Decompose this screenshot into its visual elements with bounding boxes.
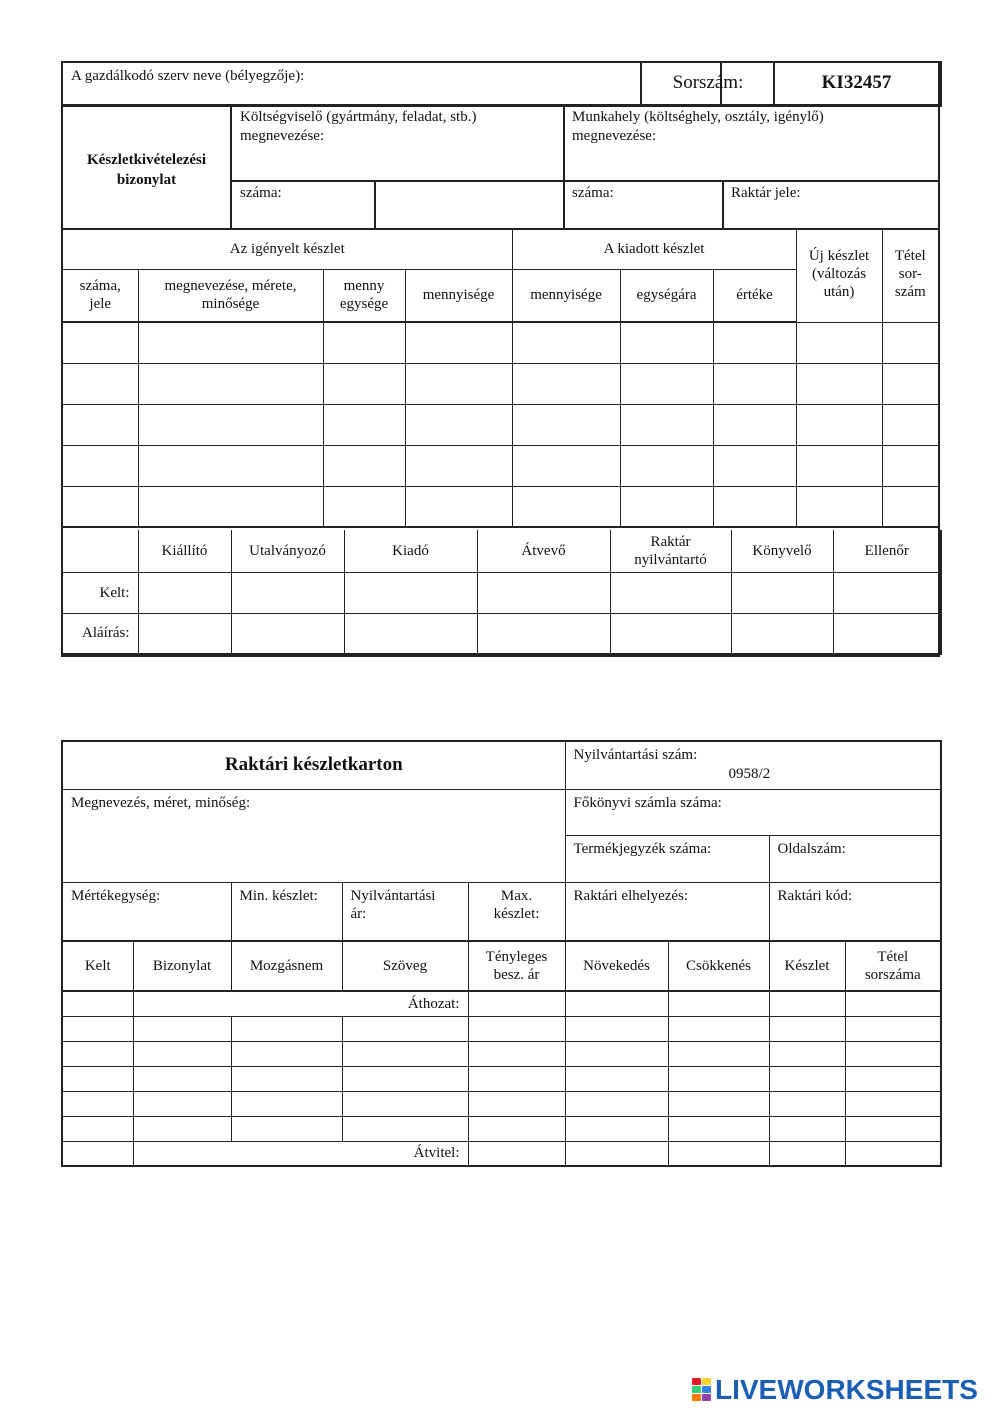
item-cell[interactable] bbox=[138, 486, 323, 527]
item-row bbox=[62, 363, 939, 404]
item-cell[interactable] bbox=[713, 486, 796, 527]
col-megnevezese bbox=[138, 269, 323, 322]
form1-title-line2: bizonylat bbox=[116, 172, 177, 188]
item-cell[interactable] bbox=[405, 404, 512, 445]
ledger-cell[interactable] bbox=[845, 1066, 941, 1091]
logo-text: LIVEWORKSHEETS bbox=[715, 1374, 978, 1405]
munkahely-field[interactable] bbox=[572, 108, 932, 146]
megnevezes-label: Megnevezés, méret, minőség: bbox=[71, 794, 251, 811]
item-cell[interactable] bbox=[620, 404, 713, 445]
raktar-jele-label[interactable]: Raktár jele: bbox=[731, 185, 801, 201]
ledger-cell[interactable] bbox=[62, 1041, 133, 1066]
kelt-cell[interactable] bbox=[138, 572, 231, 613]
item-cell[interactable] bbox=[713, 322, 796, 363]
item-cell[interactable] bbox=[405, 363, 512, 404]
ledger-cell[interactable] bbox=[565, 1116, 668, 1141]
ledger-cell[interactable] bbox=[133, 1091, 231, 1116]
alairas-cell[interactable] bbox=[344, 613, 477, 654]
col-tetel2-2: sorszáma bbox=[864, 967, 921, 983]
form2-ledger-table bbox=[61, 942, 942, 1167]
koltsegvisel-label-2: megnevezése: bbox=[240, 128, 325, 144]
item-cell[interactable] bbox=[512, 322, 620, 363]
item-cell[interactable] bbox=[796, 445, 882, 486]
item-cell[interactable] bbox=[620, 486, 713, 527]
item-cell[interactable] bbox=[62, 322, 138, 363]
item-cell[interactable] bbox=[713, 363, 796, 404]
sig-raktar-nyilvantarto bbox=[610, 530, 731, 572]
atvitel-label: Átvitel: bbox=[133, 1141, 468, 1166]
item-cell[interactable] bbox=[512, 363, 620, 404]
ledger-cell[interactable] bbox=[62, 991, 133, 1016]
col-uj-keszlet bbox=[796, 229, 882, 322]
nyilv-szam-field[interactable] bbox=[565, 741, 941, 789]
oldalszam-field[interactable] bbox=[769, 835, 941, 882]
kelt-cell[interactable] bbox=[477, 572, 610, 613]
item-row bbox=[62, 486, 939, 527]
ledger-cell[interactable] bbox=[231, 1091, 342, 1116]
kelt-cell[interactable] bbox=[731, 572, 833, 613]
row-alairas-label: Aláírás: bbox=[62, 613, 138, 654]
ledger-cell[interactable] bbox=[769, 1041, 845, 1066]
item-cell[interactable] bbox=[62, 486, 138, 527]
col-tetel-1: Tétel bbox=[894, 248, 926, 264]
item-cell[interactable] bbox=[405, 445, 512, 486]
ledger-cell[interactable] bbox=[565, 1141, 668, 1166]
sig-atvevo: Átvevő bbox=[477, 530, 610, 572]
raktari-kod-label: Raktári kód: bbox=[777, 887, 853, 904]
item-cell[interactable] bbox=[796, 322, 882, 363]
ledger-cell[interactable] bbox=[133, 1116, 231, 1141]
ledger-cell[interactable] bbox=[133, 1066, 231, 1091]
form2-header-table bbox=[61, 740, 942, 942]
col-csokkenes: Csökkenés bbox=[668, 942, 769, 991]
ledger-cell[interactable] bbox=[62, 1141, 133, 1166]
ledger-cell[interactable] bbox=[769, 991, 845, 1016]
item-cell[interactable] bbox=[620, 445, 713, 486]
item-cell[interactable] bbox=[713, 445, 796, 486]
sig-raktar-1: Raktár bbox=[650, 533, 691, 550]
kelt-cell[interactable] bbox=[610, 572, 731, 613]
col-bizonylat: Bizonylat bbox=[133, 942, 231, 991]
col-megnev-2: minősége bbox=[201, 296, 260, 313]
col-novekedes: Növekedés bbox=[565, 942, 668, 991]
ledger-cell[interactable] bbox=[668, 991, 769, 1016]
col-mozgasnem: Mozgásnem bbox=[231, 942, 342, 991]
col-igenyelt-mennyisege: mennyisége bbox=[405, 269, 512, 322]
koltsegvisel-label-1: Költségviselő (gyártmány, feladat, stb.) bbox=[240, 109, 477, 125]
item-cell[interactable] bbox=[796, 363, 882, 404]
item-cell[interactable] bbox=[62, 363, 138, 404]
termekjegyzek-field[interactable] bbox=[565, 835, 769, 882]
max-keszlet-label-2: készlet: bbox=[493, 905, 540, 922]
col-menny-2: egysége bbox=[339, 296, 389, 313]
ledger-cell[interactable] bbox=[668, 1116, 769, 1141]
item-row bbox=[62, 445, 939, 486]
ledger-cell[interactable] bbox=[468, 1141, 565, 1166]
termekjegyzek-label: Termékjegyzék száma: bbox=[573, 840, 712, 857]
form1-title-line1: Készletkivételezési bbox=[86, 152, 207, 168]
item-row bbox=[62, 404, 939, 445]
ledger-cell[interactable] bbox=[342, 1116, 468, 1141]
ledger-cell[interactable] bbox=[845, 1041, 941, 1066]
item-cell[interactable] bbox=[138, 363, 323, 404]
form1-mid-divider bbox=[563, 105, 565, 229]
ledger-cell[interactable] bbox=[468, 1041, 565, 1066]
mertekegyseg-field[interactable] bbox=[62, 882, 231, 941]
ledger-cell[interactable] bbox=[668, 1141, 769, 1166]
form1-row1-bottom bbox=[61, 104, 940, 106]
col-uj-keszlet-2: (változás bbox=[811, 266, 867, 282]
ledger-cell[interactable] bbox=[769, 1116, 845, 1141]
nyilv-ar-label-1: Nyilvántartási bbox=[350, 887, 436, 904]
item-cell[interactable] bbox=[138, 322, 323, 363]
max-keszlet-field[interactable] bbox=[468, 882, 565, 941]
ledger-cell[interactable] bbox=[231, 1116, 342, 1141]
col-tetel-2: sor- bbox=[898, 266, 922, 282]
item-cell[interactable] bbox=[796, 404, 882, 445]
col-kelt: Kelt bbox=[62, 942, 133, 991]
col-tenyleges-2: besz. ár bbox=[493, 967, 540, 983]
munkahely-label-2: megnevezése: bbox=[572, 128, 657, 144]
form1-title bbox=[63, 150, 230, 190]
ledger-cell[interactable] bbox=[468, 1091, 565, 1116]
ledger-cell[interactable] bbox=[769, 1091, 845, 1116]
raktari-kod-field[interactable] bbox=[769, 882, 941, 941]
item-cell[interactable] bbox=[323, 322, 405, 363]
form1-subrow-line bbox=[231, 180, 940, 182]
item-cell[interactable] bbox=[405, 486, 512, 527]
item-cell[interactable] bbox=[405, 322, 512, 363]
ledger-cell[interactable] bbox=[231, 1066, 342, 1091]
ledger-cell[interactable] bbox=[668, 1041, 769, 1066]
item-cell[interactable] bbox=[512, 445, 620, 486]
ledger-cell[interactable] bbox=[565, 1066, 668, 1091]
ledger-cell[interactable] bbox=[468, 1066, 565, 1091]
col-uj-keszlet-3: után) bbox=[823, 284, 855, 300]
form1-signature-table bbox=[61, 530, 942, 655]
sig-kiado: Kiadó bbox=[344, 530, 477, 572]
sig-corner bbox=[62, 530, 138, 572]
group-igenyelt-keszlet: Az igényelt készlet bbox=[62, 229, 512, 269]
alairas-cell[interactable] bbox=[731, 613, 833, 654]
ledger-cell[interactable] bbox=[62, 1016, 133, 1041]
nyilv-ar-label-2: ár: bbox=[350, 905, 367, 922]
ledger-cell[interactable] bbox=[565, 991, 668, 1016]
ledger-cell[interactable] bbox=[62, 1091, 133, 1116]
alairas-cell[interactable] bbox=[138, 613, 231, 654]
ledger-row bbox=[62, 1066, 941, 1091]
item-row bbox=[62, 322, 939, 363]
ledger-cell[interactable] bbox=[565, 1041, 668, 1066]
item-cell[interactable] bbox=[796, 486, 882, 527]
ledger-cell[interactable] bbox=[133, 1041, 231, 1066]
sig-kiallito: Kiállító bbox=[138, 530, 231, 572]
liveworksheets-logo bbox=[692, 1376, 978, 1404]
ledger-cell[interactable] bbox=[468, 1016, 565, 1041]
ledger-cell[interactable] bbox=[845, 1016, 941, 1041]
ledger-cell[interactable] bbox=[769, 1141, 845, 1166]
raktari-elhely-label: Raktári elhelyezés: bbox=[573, 887, 689, 904]
row-kelt-label: Kelt: bbox=[62, 572, 138, 613]
item-cell[interactable] bbox=[512, 404, 620, 445]
min-keszlet-field[interactable] bbox=[231, 882, 342, 941]
ledger-cell[interactable] bbox=[133, 1016, 231, 1041]
col-megnev-1: megnevezése, mérete, bbox=[164, 278, 297, 295]
nyilv-ar-field[interactable] bbox=[342, 882, 468, 941]
ledger-cell[interactable] bbox=[565, 1016, 668, 1041]
col-egysegara: egységára bbox=[620, 269, 713, 322]
item-cell[interactable] bbox=[62, 445, 138, 486]
kelt-cell[interactable] bbox=[231, 572, 344, 613]
min-keszlet-label: Min. készlet: bbox=[239, 887, 318, 904]
mertekegyseg-label: Mértékegység: bbox=[71, 887, 161, 904]
fokonyvi-label: Főkönyvi számla száma: bbox=[573, 794, 722, 811]
ledger-cell[interactable] bbox=[845, 1116, 941, 1141]
max-keszlet-label-1: Max. bbox=[500, 887, 533, 904]
form2-title: Raktári készletkarton bbox=[62, 741, 565, 789]
item-cell[interactable] bbox=[62, 404, 138, 445]
group-kiadott-keszlet: A kiadott készlet bbox=[512, 229, 796, 269]
sorszam-value: KI32457 bbox=[821, 72, 892, 93]
koltsegvisel-field[interactable] bbox=[240, 108, 560, 146]
kelt-cell[interactable] bbox=[833, 572, 941, 613]
item-cell[interactable] bbox=[882, 486, 939, 527]
megnevezes-field[interactable] bbox=[62, 789, 565, 882]
ledger-row bbox=[62, 1041, 941, 1066]
ledger-cell[interactable] bbox=[668, 1066, 769, 1091]
ledger-row bbox=[62, 1116, 941, 1141]
ledger-cell[interactable] bbox=[845, 1091, 941, 1116]
ledger-cell[interactable] bbox=[342, 1041, 468, 1066]
col-erteke: értéke bbox=[713, 269, 796, 322]
alairas-cell[interactable] bbox=[477, 613, 610, 654]
col-keszlet: Készlet bbox=[769, 942, 845, 991]
item-cell[interactable] bbox=[713, 404, 796, 445]
col-tetel2-1: Tétel bbox=[877, 949, 909, 965]
item-cell[interactable] bbox=[323, 445, 405, 486]
ledger-cell[interactable] bbox=[62, 1066, 133, 1091]
col-tetel-sorszama bbox=[845, 942, 941, 991]
ledger-cell[interactable] bbox=[668, 1091, 769, 1116]
ledger-cell[interactable] bbox=[769, 1066, 845, 1091]
col-menny-egysege bbox=[323, 269, 405, 322]
sig-konyvelo: Könyvelő bbox=[731, 530, 833, 572]
item-cell[interactable] bbox=[882, 363, 939, 404]
alairas-cell[interactable] bbox=[610, 613, 731, 654]
col-tenyleges-1: Tényleges bbox=[485, 949, 548, 965]
ledger-cell[interactable] bbox=[342, 1091, 468, 1116]
col-szama-2: jele bbox=[89, 296, 112, 313]
item-cell[interactable] bbox=[323, 404, 405, 445]
ledger-cell[interactable] bbox=[231, 1041, 342, 1066]
form1-szama-divider bbox=[374, 181, 376, 229]
item-cell[interactable] bbox=[620, 322, 713, 363]
munkahely-label-1: Munkahely (költséghely, osztály, igénylő) bbox=[572, 109, 824, 125]
ledger-cell[interactable] bbox=[342, 1016, 468, 1041]
alairas-cell[interactable] bbox=[833, 613, 941, 654]
ledger-cell[interactable] bbox=[468, 1116, 565, 1141]
logo-grid-icon bbox=[692, 1378, 712, 1402]
munkahely-szama-label[interactable]: száma: bbox=[572, 185, 614, 201]
col-tetel-sorszam bbox=[882, 229, 939, 322]
alairas-cell[interactable] bbox=[231, 613, 344, 654]
col-tetel-3: szám bbox=[894, 284, 926, 300]
koltsegvisel-szama-label[interactable]: száma: bbox=[240, 185, 282, 201]
ledger-row bbox=[62, 1091, 941, 1116]
col-uj-keszlet-1: Új készlet bbox=[808, 248, 870, 264]
ledger-cell[interactable] bbox=[769, 1016, 845, 1041]
kelt-cell[interactable] bbox=[344, 572, 477, 613]
col-menny-1: menny bbox=[343, 278, 385, 295]
item-cell[interactable] bbox=[620, 363, 713, 404]
form1-raktar-divider bbox=[722, 181, 724, 229]
col-szoveg: Szöveg bbox=[342, 942, 468, 991]
nyilv-szam-value: 0958/2 bbox=[728, 766, 771, 782]
item-cell[interactable] bbox=[512, 486, 620, 527]
ledger-cell[interactable] bbox=[845, 1141, 941, 1166]
form1-title-divider bbox=[230, 105, 232, 229]
ledger-cell[interactable] bbox=[845, 991, 941, 1016]
col-szama-1: száma, bbox=[79, 278, 121, 295]
sig-ellenor: Ellenőr bbox=[833, 530, 941, 572]
item-cell[interactable] bbox=[882, 322, 939, 363]
item-cell[interactable] bbox=[882, 445, 939, 486]
sig-raktar-2: nyilvántartó bbox=[634, 551, 707, 568]
raktari-elhely-field[interactable] bbox=[565, 882, 769, 941]
ledger-cell[interactable] bbox=[231, 1016, 342, 1041]
col-kiadott-mennyisege: mennyisége bbox=[512, 269, 620, 322]
item-cell[interactable] bbox=[882, 404, 939, 445]
sig-utalvanyozo: Utalványozó bbox=[231, 530, 344, 572]
ledger-cell[interactable] bbox=[565, 1091, 668, 1116]
col-tenyleges-besz-ar bbox=[468, 942, 565, 991]
item-cell[interactable] bbox=[138, 404, 323, 445]
ledger-cell[interactable] bbox=[342, 1066, 468, 1091]
sorszam-label: Sorszám: bbox=[672, 72, 744, 93]
athozat-label: Áthozat: bbox=[133, 991, 468, 1016]
ledger-cell[interactable] bbox=[668, 1016, 769, 1041]
nyilv-szam-label: Nyilvántartási szám: bbox=[573, 747, 698, 763]
org-name-label: A gazdálkodó szerv neve (bélyegzője): bbox=[71, 68, 305, 84]
ledger-cell[interactable] bbox=[62, 1116, 133, 1141]
ledger-row bbox=[62, 1016, 941, 1041]
item-cell[interactable] bbox=[138, 445, 323, 486]
item-cell[interactable] bbox=[323, 486, 405, 527]
oldalszam-label: Oldalszám: bbox=[777, 840, 846, 857]
ledger-cell[interactable] bbox=[468, 991, 565, 1016]
fokonyvi-field[interactable] bbox=[565, 789, 941, 835]
form1-items-table bbox=[61, 229, 940, 528]
item-cell[interactable] bbox=[323, 363, 405, 404]
col-szama-jele bbox=[62, 269, 138, 322]
